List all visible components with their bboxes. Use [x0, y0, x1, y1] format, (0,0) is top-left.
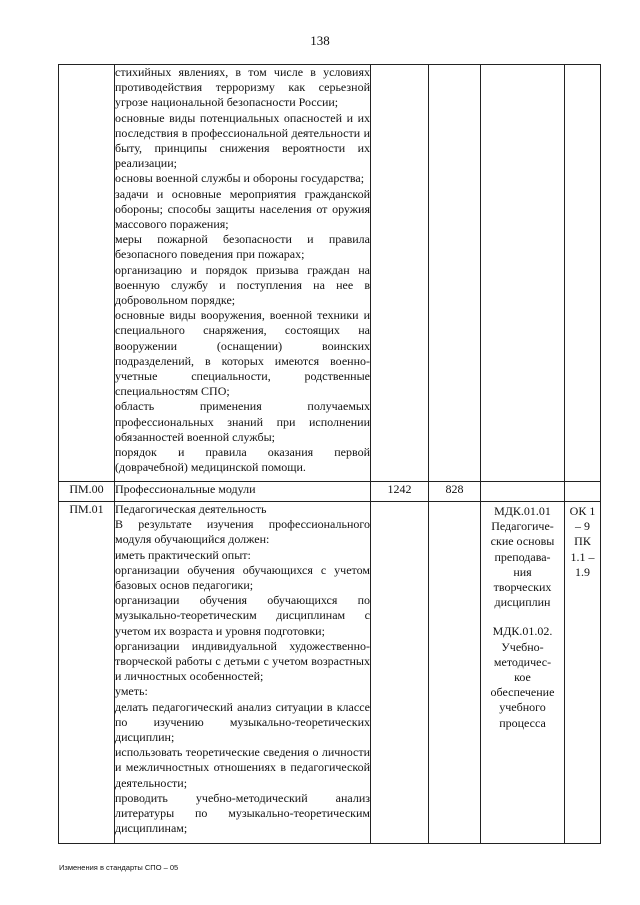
text-line: область применения получаемых профессиональных знаний при исполнении обязанностей военной службы;: [115, 399, 370, 444]
text-line: В результате изучения профессионального модуля обучающийся должен:: [115, 517, 370, 547]
table-row: [59, 502, 601, 844]
competencies-cell: [565, 65, 601, 482]
text-line: порядок и правила оказания первой (доврачебной) медицинской помощи.: [115, 445, 370, 475]
text-line: основные виды потенциальных опасностей и их последствия в профессиональной деятельности и быту, принципы снижения вероятности их реализации;: [115, 110, 370, 171]
text-line: основы военной службы и обороны государства;: [115, 171, 365, 186]
mdk-spacer: [481, 610, 564, 624]
mdk-line: Учебно-: [501, 639, 544, 654]
max-load-cell: [371, 502, 429, 844]
description-cell: [115, 65, 371, 482]
index-cell: [59, 65, 115, 482]
mdk-cell: [481, 502, 565, 844]
text-line: основные виды вооружения, военной техники и специального снаряжения, состоящих на вооружении (оснащении) воинских подразделений, в которых имеются военно-учетные специальности, родственные специальностям СПО;: [115, 308, 370, 399]
competencies-cell: [565, 502, 601, 844]
index-cell: ПМ.00: [59, 482, 115, 502]
text-line: задачи и основные мероприятия гражданской обороны; способы защиты населения от оружия массового поражения;: [115, 186, 370, 232]
text-line: организации обучения обучающихся с учетом базовых основ педагогики;: [115, 562, 370, 593]
class-load-cell: 828: [429, 482, 481, 502]
mdk-line: Педагогиче-: [491, 519, 554, 534]
mdk-line: ния: [513, 564, 532, 579]
mdk-line: дисциплин: [494, 595, 551, 610]
mdk-line: обеспечение: [490, 685, 555, 700]
text-line: проводить учебно-методический анализ литературы по музыкально-теоретическим дисциплинам;: [115, 790, 370, 836]
competency-line: ПК: [574, 534, 591, 549]
mdk-line: процесса: [499, 715, 546, 730]
description-cell: [115, 502, 371, 844]
text-line: Профессиональные модули: [115, 482, 256, 496]
competency-line: 1.9: [575, 564, 590, 579]
max-load-cell: [371, 65, 429, 482]
text-line: Педагогическая деятельность: [115, 502, 267, 516]
mdk-line: кое: [514, 670, 531, 685]
mdk-line: преподава-: [494, 549, 551, 564]
text-line: использовать теоретические сведения о личности и межличностных отношениях в педагогической деятельности;: [115, 745, 370, 790]
text-line: делать педагогический анализ ситуации в классе по изучению музыкально-теоретических дисциплин;: [115, 699, 370, 745]
text-line: уметь:: [115, 684, 148, 699]
table-row: [59, 482, 601, 502]
competency-line: ОК 1: [569, 504, 596, 518]
mdk-cell: [481, 65, 565, 482]
competency-line: – 9: [575, 519, 590, 534]
curriculum-table: [58, 64, 601, 844]
text-line: организации обучения обучающихся по музыкально-теоретическим дисциплинам с учетом их возраста и уровня подготовки;: [115, 593, 370, 638]
text-line: меры пожарной безопасности и правила безопасного поведения при пожарах;: [115, 232, 370, 262]
description-cell: [115, 482, 371, 502]
text-line: стихийных явлениях, в том числе в условиях противодействия терроризму как серьезной угрозе национальной безопасности России;: [115, 65, 370, 110]
competencies-cell: [565, 482, 601, 502]
mdk-line: МДК.01.01: [494, 504, 551, 518]
mdk-line: методичес-: [493, 654, 552, 669]
competency-line: 1.1 –: [570, 549, 595, 564]
mdk-line: ские основы: [490, 534, 555, 549]
index-cell: ПМ.01: [59, 502, 115, 844]
text-line: организацию и порядок призыва граждан на военную службу и поступления на нее в добровольном порядке;: [115, 262, 370, 308]
max-load-cell: 1242: [371, 482, 429, 502]
text-line: организации индивидуальной художественно-творческой работы с детьми с учетом возрастных и личностных особенностей;: [115, 638, 370, 684]
footer-note: Изменения в стандарты СПО – 05: [59, 863, 179, 872]
mdk-cell: [481, 482, 565, 502]
class-load-cell: [429, 65, 481, 482]
text-line: иметь практический опыт:: [115, 547, 251, 562]
mdk-line: творческих: [493, 580, 552, 595]
mdk-line: МДК.01.02.: [492, 624, 553, 639]
page-number: 138: [310, 33, 330, 48]
class-load-cell: [429, 502, 481, 844]
table-row: [59, 65, 601, 482]
mdk-line: учебного: [499, 700, 546, 715]
